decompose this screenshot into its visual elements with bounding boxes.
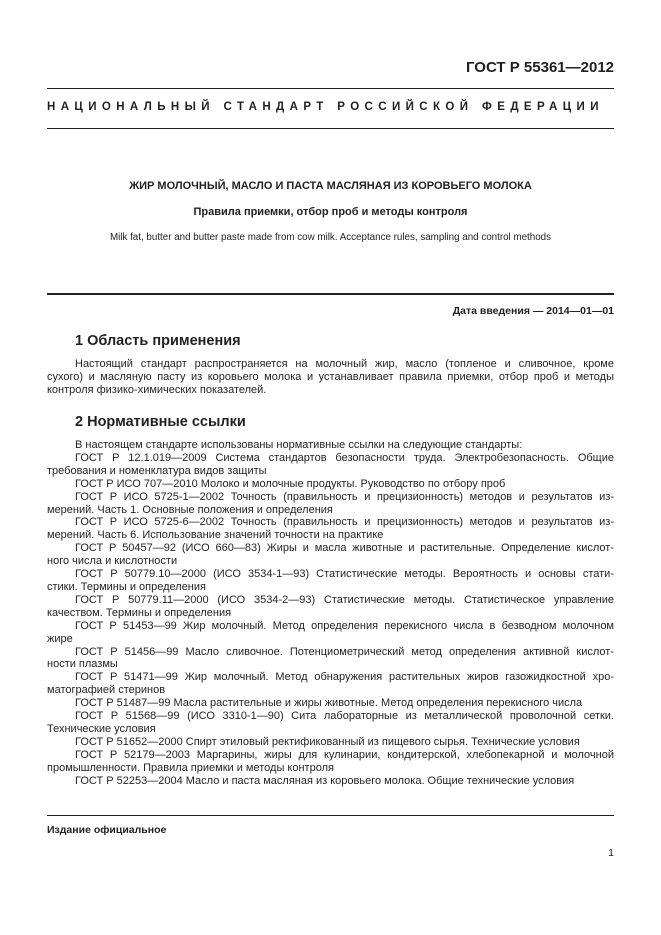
- reference-line: ГОСТ Р 51453—99 Жир молочный. Метод определения перекисного числа в безводном молочном: [75, 619, 614, 632]
- reference-line: В настоящем стандарте использованы нормативные ссылки на следующие стандарты:: [75, 439, 523, 451]
- reference-entry: [47, 516, 614, 542]
- reference-line-continued: стики. Термины и определения: [47, 580, 206, 593]
- reference-line: ГОСТ Р 51652—2000 Спирт этиловый ректификованный из пищевого сырья. Технические условия: [75, 735, 580, 748]
- reference-line: ГОСТ Р 52179—2003 Маргарины, жиры для кулинарии, кондитерской, хлебопекарной и молочной: [75, 748, 614, 761]
- reference-line: ГОСТ Р ИСО 707—2010 Молоко и молочные продукты. Руководство по отбору проб: [75, 477, 506, 490]
- document-subtitle: Правила приемки, отбор проб и методы контроля: [193, 206, 468, 218]
- reference-line: ГОСТ Р ИСО 5725-1—2002 Точность (правильность и прецизионность) методов и результатов из-: [75, 490, 614, 503]
- reference-line-continued: ности плазмы: [47, 658, 118, 671]
- paragraph: [47, 358, 614, 397]
- standard-code: ГОСТ Р 55361—2012: [465, 59, 614, 76]
- header-top-rule: [47, 88, 614, 89]
- reference-line-continued: жире: [47, 632, 73, 645]
- reference-line: ГОСТ Р 50457—92 (ИСО 660—83) Жиры и масла животные и растительные. Определение кислот-: [75, 542, 614, 555]
- reference-line-continued: Технические условия: [47, 722, 156, 735]
- reference-line: ГОСТ Р 51487—99 Масла растительные и жиры животные. Метод определения перекисного числа: [75, 697, 583, 710]
- reference-entry: [47, 491, 614, 517]
- reference-entry: [47, 646, 614, 672]
- section-1-heading: 1 Область применения: [75, 333, 241, 349]
- reference-entry: [47, 710, 614, 736]
- intro-date: Дата введения — 2014—01—01: [452, 305, 614, 317]
- edition-label: Издание официальное: [47, 824, 167, 836]
- section-2-heading: 2 Нормативные ссылки: [75, 414, 246, 430]
- reference-entry: [47, 542, 614, 568]
- document-title: ЖИР МОЛОЧНЫЙ, МАСЛО И ПАСТА МАСЛЯНАЯ ИЗ КОРОВЬЕГО МОЛОКА: [129, 180, 532, 192]
- reference-line-continued: мерений. Часть 1. Основные положения и определения: [47, 503, 333, 516]
- reference-line-continued: матографией стеринов: [47, 684, 166, 697]
- reference-line-continued: качеством. Термины и определения: [47, 606, 232, 619]
- document-english-title: Milk fat, butter and butter paste made from cow milk. Acceptance rules, sampling and control methods: [109, 232, 552, 243]
- reference-line-continued: требования и номенклатура видов защиты: [47, 464, 267, 477]
- paragraph-line: контроля физико-химических показателей.: [47, 384, 267, 396]
- reference-entry: [47, 452, 614, 478]
- reference-line: ГОСТ Р 50779.10—2000 (ИСО 3534-1—93) Статистические методы. Вероятность и основы стати-: [75, 568, 614, 581]
- header-bottom-rule: [47, 128, 614, 129]
- reference-line: ГОСТ Р 51471—99 Жир молочный. Метод обнаружения растительных жиров газожидкостной хро-: [75, 671, 614, 684]
- reference-line: ГОСТ Р 52253—2004 Масло и паста масляная из коровьего молока. Общие технические условия: [75, 774, 575, 787]
- reference-entry: [47, 620, 614, 646]
- reference-entry: [47, 594, 614, 620]
- reference-entry: [47, 736, 614, 749]
- reference-line: ГОСТ Р 12.1.019—2009 Система стандартов безопасности труда. Электробезопасность. Общие: [75, 451, 614, 464]
- national-standard-heading: НАЦИОНАЛЬНЫЙ СТАНДАРТ РОССИЙСКОЙ ФЕДЕРАЦИИ: [47, 101, 604, 113]
- reference-line-continued: мерений. Часть 6. Использование значений точности на практике: [47, 529, 384, 542]
- reference-entry: [47, 478, 614, 491]
- paragraph-line: сухого) и масляную пасту из коровьего молока и устанавливает правила приемки, отбор проб и методы: [47, 371, 614, 383]
- reference-entry: [47, 568, 614, 594]
- reference-entry: [47, 697, 614, 710]
- reference-line-continued: ного числа и кислотности: [47, 555, 178, 568]
- reference-entry: [47, 749, 614, 775]
- paragraph: [47, 439, 614, 452]
- reference-line: ГОСТ Р ИСО 5725-6—2002 Точность (правильность и прецизионность) методов и результатов из-: [75, 516, 614, 529]
- reference-entry: [47, 671, 614, 697]
- paragraph-line: Настоящий стандарт распространяется на молочный жир, масло (топленое и сливочное, кроме: [75, 358, 614, 370]
- reference-line-continued: промышленности. Правила приемки и методы контроля: [47, 761, 334, 774]
- section-2-body: [47, 439, 614, 787]
- reference-entry: [47, 775, 614, 788]
- section-1-body: [47, 358, 614, 397]
- reference-line: ГОСТ Р 51568—99 (ИСО 3310-1—90) Сита лабораторные из металлической проволочной сетки.: [75, 710, 614, 723]
- footer-rule: [47, 815, 614, 816]
- reference-line: ГОСТ Р 50779.11—2000 (ИСО 3534-2—93) Статистические методы. Статистическое управление: [75, 593, 614, 606]
- reference-line: ГОСТ Р 51456—99 Масло сливочное. Потенциометрический метод определения активной кислот-: [75, 645, 614, 658]
- page-number: 1: [608, 847, 614, 859]
- title-block-rule: [47, 293, 614, 295]
